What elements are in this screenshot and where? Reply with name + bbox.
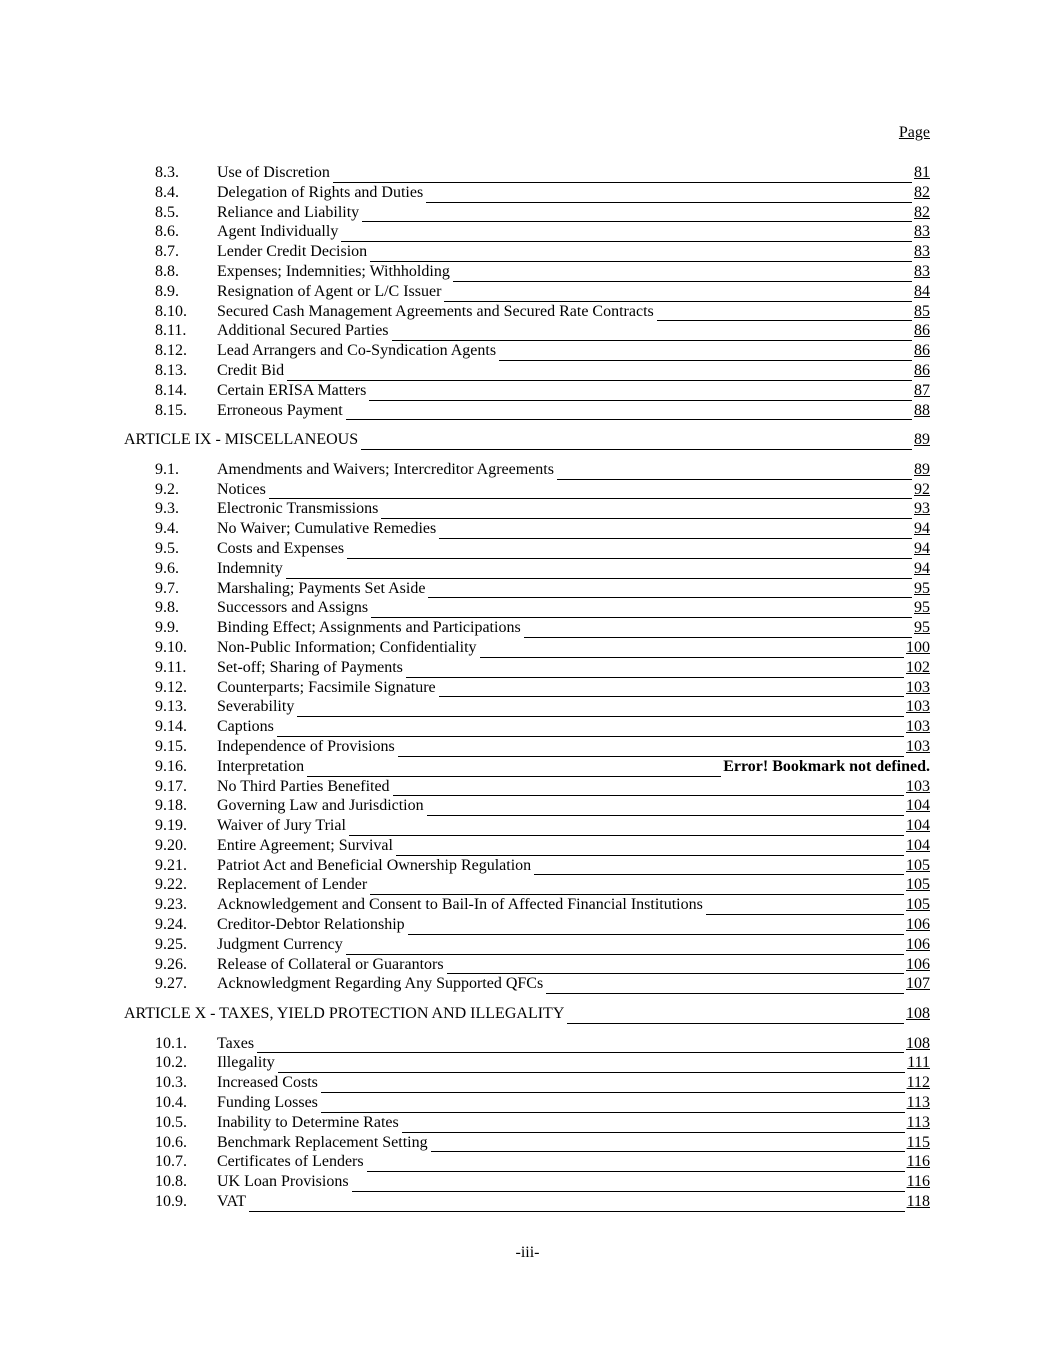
toc-entry[interactable] [0,678,1055,698]
toc-entry-title: Entire Agreement; Survival [217,836,393,854]
toc-section-number: 9.8. [155,599,179,617]
toc-page-link[interactable]: 86 [914,322,930,340]
toc-section-number: 10.4. [155,1094,187,1112]
toc-entry[interactable] [0,598,1055,618]
toc-entry[interactable] [0,974,1055,994]
leader-line [444,286,912,302]
leader-line [431,1136,905,1152]
toc-entry-title: Replacement of Lender [217,876,368,894]
leader-line [257,1037,904,1053]
leader-line [369,385,912,401]
toc-entry[interactable] [0,816,1055,836]
leader-line [349,820,904,836]
toc-entry-title: Acknowledgement and Consent to Bail-In of Affected Financial Institutions [217,896,703,914]
toc-entry-title: ARTICLE X - TAXES, YIELD PROTECTION AND ILLEGALITY [124,1005,565,1023]
leader-line [447,958,904,974]
leader-line [524,622,912,638]
toc-page-link[interactable]: 106 [906,955,930,973]
toc-page-link[interactable]: 95 [914,599,930,617]
toc-page-link[interactable]: 105 [906,896,930,914]
toc-article-heading[interactable] [0,430,1055,450]
toc-entry-title: Notices [217,480,266,498]
leader-line [307,761,721,777]
toc-section-number: 9.6. [155,559,179,577]
toc-page-link[interactable]: 116 [906,1153,930,1171]
toc-entry[interactable] [0,1034,1055,1054]
leader-line [392,325,912,341]
leader-line [361,434,912,450]
toc-entry[interactable] [0,321,1055,341]
toc-page-link[interactable]: 92 [914,480,930,498]
toc-entry[interactable] [0,539,1055,559]
toc-page-link[interactable]: 84 [914,282,930,300]
toc-section-number: 8.7. [155,243,179,261]
toc-page-link[interactable]: 103 [906,718,930,736]
toc-section-number: 10.7. [155,1153,187,1171]
page-number-footer: -iii- [515,1244,540,1261]
toc-page-link[interactable]: 86 [914,342,930,360]
toc-entry-title: Waiver of Jury Trial [217,817,346,835]
toc-entry-title: Illegality [217,1054,275,1072]
toc-page-link[interactable]: 112 [906,1074,930,1092]
toc-section-number: 8.8. [155,262,179,280]
leader-line [428,582,912,598]
toc-entry[interactable] [0,638,1055,658]
toc-page-link[interactable]: 106 [906,916,930,934]
toc-entry-title: Taxes [217,1034,255,1052]
toc-section-number: 8.5. [155,203,179,221]
toc-entry[interactable] [0,183,1055,203]
toc-entry[interactable] [0,341,1055,361]
leader-line [453,266,912,282]
toc-entry-title: ARTICLE IX - MISCELLANEOUS [124,431,359,449]
toc-entry-title: Costs and Expenses [217,539,345,557]
toc-entry[interactable] [0,1192,1055,1212]
toc-section-number: 9.3. [155,500,179,518]
toc-page-link[interactable]: 81 [914,164,930,181]
toc-entry[interactable] [0,262,1055,282]
toc-section-number: 9.24. [155,916,187,934]
toc-section-number: 10.5. [155,1113,187,1131]
toc-entry-title: Inability to Determine Rates [217,1113,399,1131]
toc-page-link[interactable]: 113 [906,1113,930,1131]
toc-entry[interactable] [0,242,1055,262]
toc-entry-title: Use of Discretion [217,164,330,181]
toc-entry-title: Credit Bid [217,361,285,379]
toc-entry-title: Creditor-Debtor Relationship [217,916,405,934]
toc-section-number: 8.11. [155,322,187,340]
leader-line [534,859,904,875]
toc-section-number: 10.8. [155,1173,187,1191]
leader-line [426,187,912,203]
leader-line [287,365,912,381]
toc-page-link[interactable]: 103 [906,777,930,795]
toc-entry[interactable] [0,717,1055,737]
toc-entry-title: Interpretation [217,757,305,775]
toc-entry[interactable] [0,796,1055,816]
toc-page-link[interactable]: 86 [914,361,930,379]
leader-line [341,226,912,242]
toc-page-link[interactable]: 100 [906,638,930,656]
toc-entry-title: Increased Costs [217,1074,318,1092]
toc-entry-title: No Waiver; Cumulative Remedies [217,520,437,538]
toc-page-link[interactable]: 82 [914,183,930,201]
toc-entry[interactable] [0,381,1055,401]
toc-entry[interactable] [0,203,1055,223]
toc-entry[interactable] [0,460,1055,480]
table-of-contents [0,163,1055,1212]
toc-section-number: 9.9. [155,619,179,637]
toc-page-link[interactable]: 94 [914,520,930,538]
toc-entry-title: Benchmark Replacement Setting [217,1133,428,1151]
toc-entry[interactable] [0,499,1055,519]
toc-section-number: 9.18. [155,797,187,815]
toc-page-link[interactable]: 106 [906,935,930,953]
toc-section-number: 8.14. [155,381,187,399]
leader-line [249,1196,905,1212]
toc-page-link[interactable]: 93 [914,500,930,518]
toc-section-number: 9.2. [155,480,179,498]
leader-line [381,503,912,519]
toc-entry[interactable] [0,777,1055,797]
toc-entry[interactable] [0,895,1055,915]
leader-line [557,464,912,480]
leader-line [371,602,912,618]
toc-section-number: 9.25. [155,935,187,953]
toc-section-number: 9.13. [155,698,187,716]
toc-page-link[interactable]: 89 [914,460,930,478]
toc-page-link[interactable]: 95 [914,579,930,597]
toc-section-number: 8.4. [155,183,179,201]
leader-line [346,939,904,955]
page-column-label: Page [898,124,930,141]
leader-line [396,840,904,856]
toc-page-link[interactable]: 104 [906,797,930,815]
toc-section-number: 9.19. [155,817,187,835]
toc-entry[interactable] [0,856,1055,876]
toc-section-number: 8.9. [155,282,179,300]
toc-page-link[interactable]: 111 [907,1054,930,1072]
toc-entry-title: Reliance and Liability [217,203,360,221]
toc-section-number: 9.14. [155,718,187,736]
toc-entry[interactable] [0,875,1055,895]
toc-entry[interactable] [0,737,1055,757]
toc-entry[interactable] [0,955,1055,975]
leader-line [439,523,912,539]
leader-line [321,1077,905,1093]
leader-line [427,800,904,816]
toc-entry[interactable] [0,836,1055,856]
leader-line [347,543,912,559]
toc-entry[interactable] [0,1113,1055,1133]
toc-entry-title: Acknowledgment Regarding Any Supported QFCs [217,975,544,993]
toc-entry-title: Funding Losses [217,1094,318,1112]
toc-section-number: 8.15. [155,401,187,419]
leader-line [278,1057,905,1073]
leader-line [546,978,904,994]
toc-entry[interactable] [0,302,1055,322]
leader-line [439,681,904,697]
toc-page-link[interactable]: 104 [906,817,930,835]
toc-entry[interactable] [0,1073,1055,1093]
toc-section-number: 10.6. [155,1133,187,1151]
toc-entry[interactable] [0,1152,1055,1172]
leader-line [367,1156,905,1172]
toc-entry-title: Additional Secured Parties [217,322,389,340]
toc-entry[interactable] [0,361,1055,381]
leader-line [480,642,904,658]
toc-entry-title: VAT [217,1193,247,1211]
toc-page-link[interactable]: 94 [914,559,930,577]
toc-article-heading[interactable] [0,1004,1055,1024]
toc-entry[interactable] [0,697,1055,717]
toc-entry-title: Lender Credit Decision [217,243,368,261]
toc-section-number: 9.27. [155,975,187,993]
leader-line [408,919,904,935]
toc-section-number: 9.7. [155,579,179,597]
leader-line [352,1176,905,1192]
toc-entry-title: No Third Parties Benefited [217,777,390,795]
toc-entry-title: Certificates of Lenders [217,1153,364,1171]
leader-line [346,404,912,420]
toc-entry[interactable] [0,559,1055,579]
toc-page-link[interactable]: 105 [906,876,930,894]
toc-entry-title: Patriot Act and Beneficial Ownership Regulation [217,856,532,874]
toc-entry-title: Amendments and Waivers; Intercreditor Agreements [217,460,554,478]
leader-line [370,246,912,262]
toc-entry-title: Delegation of Rights and Duties [217,183,424,201]
toc-page-link[interactable]: 108 [906,1034,930,1052]
toc-entry[interactable] [0,618,1055,638]
toc-page-link[interactable]: 87 [914,381,930,399]
leader-line [362,206,912,222]
leader-line [657,305,912,321]
leader-line [370,879,904,895]
toc-page-link[interactable]: 83 [914,262,930,280]
toc-page-link[interactable]: 83 [914,223,930,241]
toc-section-number: 8.10. [155,302,187,320]
toc-page-link[interactable]: 108 [906,1005,930,1023]
toc-page-link[interactable]: 107 [906,975,930,993]
toc-section-number: 10.2. [155,1054,187,1072]
toc-section-number: 9.1. [155,460,179,478]
toc-entry-title: Captions [217,718,274,736]
toc-page-link[interactable]: 113 [906,1094,930,1112]
toc-page-link[interactable]: 102 [906,658,930,676]
leader-line [277,721,904,737]
toc-page-link[interactable]: 104 [906,836,930,854]
toc-entry-title: Secured Cash Management Agreements and Secured Rate Contracts [217,302,654,320]
toc-entry[interactable] [0,519,1055,539]
toc-entry-title: Certain ERISA Matters [217,381,367,399]
toc-page-link[interactable]: 103 [906,678,930,696]
toc-page-link[interactable]: 103 [906,737,930,755]
toc-entry-title: Electronic Transmissions [217,500,379,518]
toc-page-link[interactable]: 118 [906,1193,930,1211]
toc-entry-title: Non-Public Information; Confidentiality [217,638,477,656]
toc-entry-title: Agent Individually [217,223,339,241]
toc-entry[interactable] [0,480,1055,500]
toc-section-number: 8.6. [155,223,179,241]
toc-entry[interactable] [0,579,1055,599]
leader-line [567,1008,904,1024]
toc-section-number: 8.13. [155,361,187,379]
toc-entry-title: Lead Arrangers and Co-Syndication Agents [217,342,497,360]
leader-line [402,1117,905,1133]
toc-section-number: 9.4. [155,520,179,538]
toc-entry-title: Counterparts; Facsimile Signature [217,678,436,696]
toc-entry[interactable] [0,163,1055,183]
toc-section-number: 8.3. [155,164,179,181]
toc-page-link[interactable]: 103 [906,698,930,716]
toc-page-link[interactable]: 105 [906,856,930,874]
toc-entry-title: Set-off; Sharing of Payments [217,658,403,676]
toc-section-number: 10.1. [155,1034,187,1052]
toc-page-link[interactable]: 115 [906,1133,930,1151]
toc-entry[interactable] [0,1093,1055,1113]
toc-section-number: 9.11. [155,658,187,676]
toc-entry-title: Severability [217,698,295,716]
toc-entry[interactable] [0,935,1055,955]
leader-line [406,662,904,678]
toc-page-link[interactable]: 89 [914,431,930,449]
toc-page-link[interactable]: 88 [914,401,930,419]
toc-entry-title: Erroneous Payment [217,401,343,419]
toc-entry-title: Resignation of Agent or L/C Issuer [217,282,442,300]
toc-section-number: 9.16. [155,757,187,775]
leader-line [393,780,904,796]
bookmark-error-text: Error! Bookmark not defined. [723,757,930,775]
toc-section-number: 9.17. [155,777,187,795]
toc-section-number: 9.20. [155,836,187,854]
toc-section-number: 9.26. [155,955,187,973]
toc-page-link[interactable]: 95 [914,619,930,637]
toc-section-number: 8.12. [155,342,187,360]
leader-line [321,1097,905,1113]
toc-page-link[interactable]: 82 [914,203,930,221]
toc-entry-title: Release of Collateral or Guarantors [217,955,444,973]
toc-entry[interactable] [0,915,1055,935]
toc-section-number: 9.12. [155,678,187,696]
toc-entry[interactable] [0,1133,1055,1153]
toc-section-number: 9.10. [155,638,187,656]
leader-line [269,483,912,499]
toc-entry[interactable] [0,757,1055,777]
toc-entry-title: Binding Effect; Assignments and Participations [217,619,521,637]
toc-section-number: 9.23. [155,896,187,914]
toc-section-number: 9.21. [155,856,187,874]
toc-page-link[interactable]: 94 [914,539,930,557]
toc-entry-title: Expenses; Indemnities; Withholding [217,262,450,280]
toc-section-number: 9.22. [155,876,187,894]
toc-page-link[interactable]: 116 [906,1173,930,1191]
toc-entry[interactable] [0,1053,1055,1073]
toc-entry-title: Independence of Provisions [217,737,395,755]
leader-line [499,345,912,361]
toc-entry-title: Indemnity [217,559,283,577]
toc-section-number: 9.15. [155,737,187,755]
toc-entry[interactable] [0,658,1055,678]
leader-line [706,899,904,915]
leader-line [297,701,904,717]
toc-entry-title: Governing Law and Jurisdiction [217,797,424,815]
leader-line [333,167,912,183]
leader-line [398,741,904,757]
toc-entry[interactable] [0,282,1055,302]
toc-entry-title: Successors and Assigns [217,599,369,617]
toc-entry-title: Judgment Currency [217,935,343,953]
toc-section-number: 10.9. [155,1193,187,1211]
toc-entry[interactable] [0,222,1055,242]
toc-entry[interactable] [0,1172,1055,1192]
toc-page-link[interactable]: 83 [914,243,930,261]
toc-section-number: 10.3. [155,1074,187,1092]
leader-line [286,563,912,579]
toc-section-number: 9.5. [155,539,179,557]
toc-entry-title: Marshaling; Payments Set Aside [217,579,426,597]
toc-page-link[interactable]: 85 [914,302,930,320]
toc-entry[interactable] [0,401,1055,421]
toc-entry-title: UK Loan Provisions [217,1173,349,1191]
